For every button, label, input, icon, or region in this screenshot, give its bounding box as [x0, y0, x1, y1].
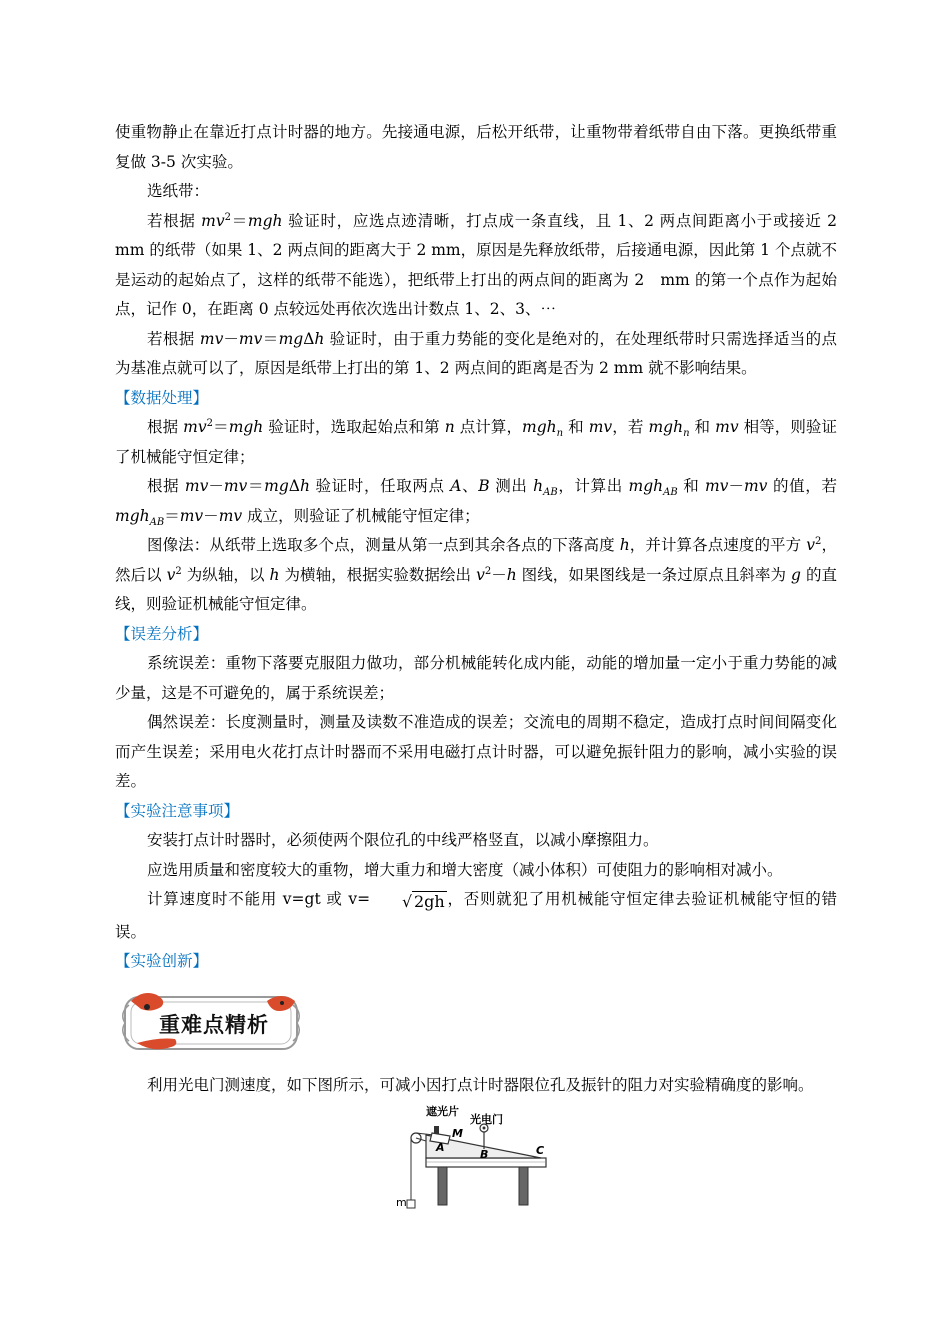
paragraph-photogate: 利用光电门测速度，如下图所示，可减小因打点计时器限位孔及振针的阻力对实验精确度的影响。 — [147, 1075, 814, 1094]
paragraph-note-2: 应选用质量和密度较大的重物，增大重力和增大密度（减小体积）可使阻力的影响相对减小。 — [147, 860, 783, 879]
paragraph-note-3: 计算速度时不能用 v=gt 或 v= √ 2gh ，否则就犯了用机械能守恒定律去验证机械能守恒的错误。 — [115, 885, 837, 947]
label-shade-plate: 遮光片 — [426, 1105, 459, 1118]
label-photogate: 光电门 — [470, 1113, 503, 1126]
paragraph-procedure: 使重物静止在靠近打点计时器的地方。先接通电源，后松开纸带，让重物带着纸带自由下落。更换纸带重复做 3-5 次实验。 — [115, 123, 837, 171]
banner-title: 重难点精析 — [159, 1011, 269, 1037]
paragraph-random-error: 偶然误差：长度测量时，测量及读数不准造成的误差；交流电的周期不稳定，造成打点时间间隔变化而产生误差；采用电火花打点计时器而不采用电磁打点计时器，可以避免振针阻力的影响，减小实验的误差。 — [115, 713, 837, 790]
paragraph-data-2: 根据 mv－mv＝mgΔh 验证时，任取两点 A、B 测出 $h_{AB}$，计算出 mgh$_{AB}$ 和 mv－mv 的值，若 mgh$_{AB}$＝mv－mv 成立，则验证了机械能守恒定律； — [115, 477, 837, 528]
document-page — [115, 118, 837, 1213]
label-M: M — [452, 1127, 463, 1140]
paragraph-data-1: 根据 $mv^2=mgh$ 验证时，选取起始点和第 n 点计算，mgh$_n$ 和 mv，若 mgh$_n$ 和 mv 相等，则验证了机械能守恒定律； — [115, 417, 838, 466]
paragraph-select-tape: 选纸带： — [147, 182, 210, 200]
heading-notes: 【实验注意事项】 — [115, 801, 240, 820]
paragraph-systematic-error: 系统误差：重物下落要克服阻力做功，部分机械能转化成内能，动能的增加量一定小于重力势能的减少量，这是不可避免的，属于系统误差； — [115, 654, 837, 702]
photogate-apparatus-figure — [396, 1105, 556, 1213]
label-B: B — [480, 1148, 489, 1161]
paragraph-select-rule-2: 若根据 mv－mv＝mgΔh 验证时，由于重力势能的变化是绝对的，在处理纸带时只需选择适当的点为基准点就可以了，原因是纸带上打出的第 1、2 两点间的距离是否为 2 mm 就不影响结果。 — [115, 329, 837, 377]
label-A: A — [436, 1141, 445, 1154]
paragraph-note-1: 安装打点计时器时，必须使两个限位孔的中线严格竖直，以减小摩擦阻力。 — [147, 831, 659, 849]
section-banner — [117, 983, 307, 1063]
heading-error-analysis: 【误差分析】 — [115, 624, 209, 643]
label-C: C — [536, 1144, 545, 1157]
paragraph-select-rule-1: 若根据 $mv^2=mgh$ 验证时，应选点迹清晰，打点成一条直线，且 1、2 两点间距离小于或接近 2 mm 的纸带（如果 1、2 两点间的距离大于 2 mm，原因是先释放纸带，后接通电源，因此第 1 个点就不是运动的起始点了，这样的纸带不能选），把纸带上打出的两点间的距离为 2 mm 的第一个点作为起始点，记作 0，在距离 0 点较远处再依次选出计数点 1、2、3、⋯ — [115, 211, 837, 318]
label-m: m — [396, 1196, 407, 1209]
paragraph-data-graph: 图像法：从纸带上选取多个点，测量从第一点到其余各点的下落高度 h，并计算各点速度的平方 $v^2$，然后以 $v^2$ 为纵轴，以 h 为横轴，根据实验数据绘出 $v^2-h$ 图线，如果图线是一条过原点且斜率为 g 的直线，则验证机械能守恒定律。 — [115, 535, 837, 613]
heading-innovation: 【实验创新】 — [115, 952, 209, 970]
heading-data-processing: 【数据处理】 — [115, 388, 209, 407]
sqrt-expression: √ 2gh — [402, 892, 445, 911]
